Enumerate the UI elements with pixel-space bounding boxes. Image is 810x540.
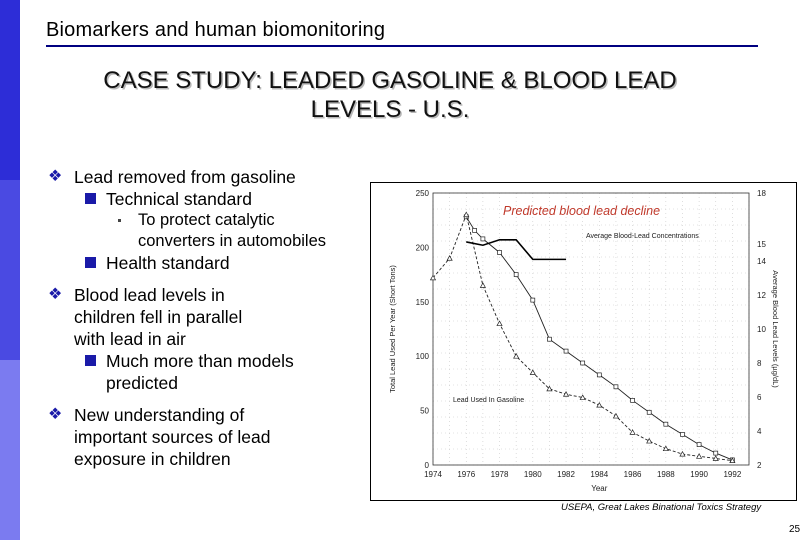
topic-underline xyxy=(46,45,758,47)
blood-lead-point xyxy=(564,349,568,353)
bullet-item xyxy=(48,166,378,188)
blood-lead-point xyxy=(614,385,618,389)
x-tick-label: 1976 xyxy=(457,470,476,479)
sidebar xyxy=(0,0,20,540)
sub-sub-bullet-item xyxy=(48,210,378,252)
gasoline-point xyxy=(630,430,635,435)
y-right-tick-label: 6 xyxy=(757,393,762,402)
x-tick-label: 1986 xyxy=(623,470,642,479)
sidebar-block-middle xyxy=(0,180,20,360)
bullet-item xyxy=(48,404,378,470)
diamond-bullet-icon: ❖ xyxy=(48,406,63,423)
slide-title xyxy=(40,66,740,124)
chart-container xyxy=(370,182,797,501)
gasoline-point xyxy=(480,283,485,288)
blood-lead-point xyxy=(597,373,601,377)
sub-bullet-item xyxy=(48,188,378,210)
x-tick-label: 1978 xyxy=(490,470,509,479)
bullet-text: children fell in parallel xyxy=(74,307,243,327)
x-tick-label: 1980 xyxy=(523,470,542,479)
blood-lead-point xyxy=(680,432,684,436)
y-right-tick-label: 18 xyxy=(757,189,766,198)
blood-lead-point xyxy=(473,228,477,232)
blood-lead-point xyxy=(531,298,535,302)
bullet-text: important sources of lead xyxy=(74,427,271,447)
gasoline-point xyxy=(647,439,652,444)
blood-lead-point xyxy=(481,237,485,241)
square-bullet-icon xyxy=(85,193,96,204)
bullet-text: To protect catalytic xyxy=(138,211,275,229)
sub-bullet-item xyxy=(48,252,378,274)
sub-bullet-item xyxy=(48,350,378,394)
y-right-tick-label: 10 xyxy=(757,325,766,334)
blood-lead-point xyxy=(697,443,701,447)
gasoline-point xyxy=(663,446,668,451)
y-left-tick-label: 150 xyxy=(415,297,429,307)
x-tick-label: 1984 xyxy=(590,470,609,479)
sidebar-block-bottom xyxy=(0,360,20,540)
dot-bullet-icon xyxy=(118,219,121,222)
gasoline-point xyxy=(447,256,452,261)
page-number: 25 xyxy=(789,524,801,535)
bullet-text: Blood lead levels in xyxy=(74,285,225,305)
x-tick-label: 1974 xyxy=(424,470,442,479)
blood-lead-point xyxy=(514,273,518,277)
gasoline-point xyxy=(613,414,618,419)
predicted-decline-annotation: Predicted blood lead decline xyxy=(503,204,661,218)
bullet-text: Technical standard xyxy=(106,189,252,209)
blood-lead-point xyxy=(714,451,718,455)
y-right-tick-label: 15 xyxy=(757,240,766,249)
blood-lead-point xyxy=(647,410,651,414)
topic-heading: Biomarkers and human biomonitoring xyxy=(46,19,386,41)
diamond-bullet-icon: ❖ xyxy=(48,286,63,303)
y-left-tick-label: 50 xyxy=(420,406,429,416)
bullet-text: Much more than models xyxy=(106,351,294,371)
y-left-tick-label: 0 xyxy=(424,461,429,470)
title-line-1: CASE STUDY: LEADED GASOLINE & BLOOD LEAD xyxy=(103,67,677,94)
square-bullet-icon xyxy=(85,355,96,366)
diamond-bullet-icon: ❖ xyxy=(48,168,63,185)
lead-chart xyxy=(371,183,796,500)
x-axis-label: Year xyxy=(591,484,608,493)
blood-lead-point xyxy=(498,251,502,255)
source-citation: USEPA, Great Lakes Binational Toxics Strategy xyxy=(561,502,762,513)
y-left-axis-label: Total Lead Used Per Year (Short Tons) xyxy=(388,265,397,393)
y-left-tick-label: 100 xyxy=(415,352,429,362)
y-right-axis-label: Average Blood Lead Levels (µg/dL) xyxy=(771,270,780,388)
bullet-text: converters in automobiles xyxy=(138,232,327,250)
y-left-tick-label: 200 xyxy=(415,243,429,253)
y-right-tick-label: 2 xyxy=(757,461,762,470)
y-right-tick-label: 14 xyxy=(757,257,766,266)
bullet-list xyxy=(48,166,378,470)
title-line-2: LEVELS - U.S. xyxy=(310,96,470,123)
square-bullet-icon xyxy=(85,257,96,268)
blood-lead-point xyxy=(631,398,635,402)
y-right-tick-label: 12 xyxy=(757,291,766,300)
bullet-text: exposure in children xyxy=(74,449,231,469)
bullet-text: Health standard xyxy=(106,253,230,273)
blood-lead-point xyxy=(664,422,668,426)
blood-lead-point xyxy=(547,337,551,341)
y-left-tick-label: 250 xyxy=(415,189,429,198)
gasoline-point xyxy=(514,354,519,359)
bullet-text: Lead removed from gasoline xyxy=(74,167,296,187)
blood-lead-point xyxy=(581,361,585,365)
gasoline-point xyxy=(597,403,602,408)
bullet-text: New understanding of xyxy=(74,405,245,425)
series-label-gasoline: Lead Used In Gasoline xyxy=(452,396,525,404)
bullet-text: predicted xyxy=(106,373,178,393)
y-right-tick-label: 8 xyxy=(757,359,762,368)
y-right-tick-label: 4 xyxy=(757,427,762,436)
series-label-blood: Average Blood-Lead Concentrations xyxy=(586,232,699,240)
gasoline-point xyxy=(530,370,535,375)
gasoline-point xyxy=(497,321,502,326)
x-tick-label: 1982 xyxy=(557,470,575,479)
bullet-text: with lead in air xyxy=(74,329,186,349)
x-tick-label: 1990 xyxy=(690,470,709,479)
x-tick-label: 1992 xyxy=(723,470,742,479)
gasoline-point xyxy=(680,452,685,457)
bullet-item xyxy=(48,284,378,350)
sidebar-block-top xyxy=(0,0,20,180)
x-tick-label: 1988 xyxy=(656,470,675,479)
